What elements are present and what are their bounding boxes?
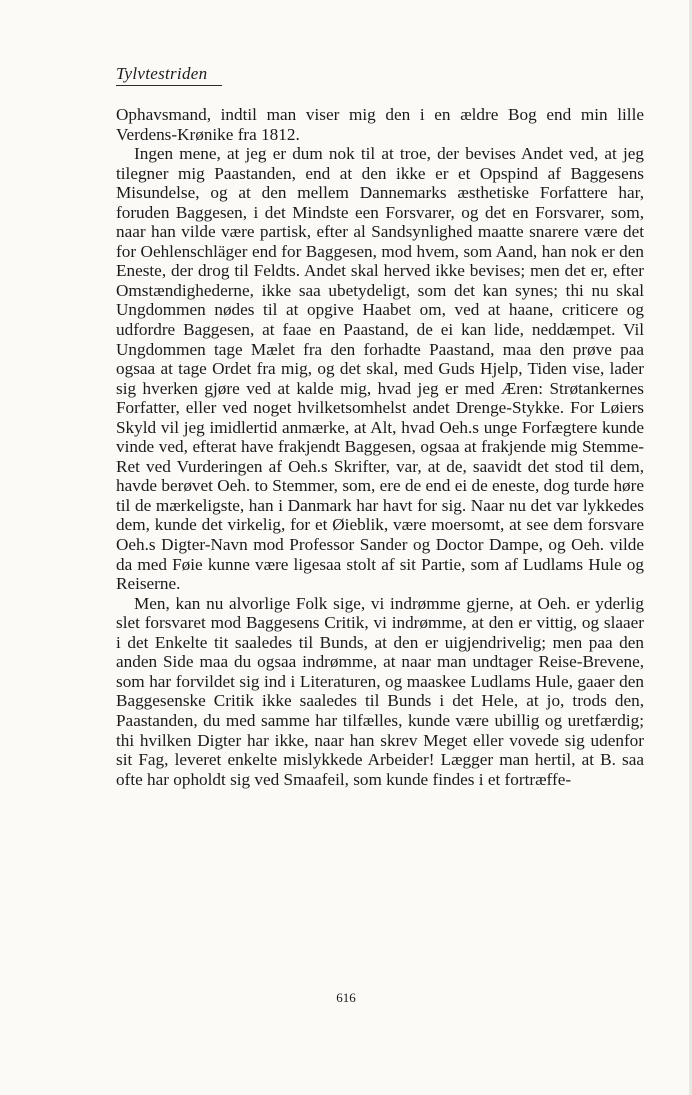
body-text (116, 105, 644, 789)
paragraph: Ingen mene, at jeg er dum nok til at troe, der bevises Andet ved, at jeg tilegner mig Paastanden, end at den ikke er et Opspind af Baggesens Misundelse, og at den mellem Dannemarks æsthetiske Forfattere har, foruden Baggesen, i det Mindste een Forsvarer, og det en Forsvarer, som, naar han vilde være partisk, efter al Sandsynlighed maatte snarere være det for Oehlenschläger end for Baggesen, mod hvem, som Aand, han nok er den Eneste, der drog til Feldts. Andet skal herved ikke bevises; men det er, efter Omstændighederne, ikke saa ubetydeligt, som det kan synes; thi nu skal Ungdommen nødes til at opgive Haabet om, ved at haane, criticere og udfordre Baggesen, at faae en Paastand, de ei kan lide, neddæmpet. Vil Ungdommen tage Mælet fra den forhadte Paastand, maa den prøve paa ogsaa at tage Ordet fra mig, og det skal, med Guds Hjelp, Tiden vise, lader sig hverken gjøre ved at kalde mig, hvad jeg er med Æren: Strøtankernes Forfatter, eller ved noget hvilketsomhelst andet Drenge-Stykke. For Løiers Skyld vil jeg imidlertid anmærke, at Alt, hvad Oeh.s unge Forfægtere kunde vinde ved, efterat have frakjendt Baggesen, ogsaa at frakjende mig Stemme-Ret ved Vurderingen af Oeh.s Skrifter, var, at de, saavidt det stod til dem, havde berøvet Oeh. to Stemmer, som, ere de end ei de eneste, dog turde høre til de mærkeligste, han i Danmark har havt for sig. Naar nu det var lykkedes dem, kunde det virkelig, for et Øieblik, være moersomt, at see dem forsvare Oeh.s Digter-Navn mod Professor Sander og Doctor Dampe, og Oeh. vilde da med Føie kunne være ligesaa stolt af sit Partie, som af Ludlams Hule og Reiserne. (116, 144, 644, 594)
header-rule (116, 85, 222, 86)
paragraph-continuation: Ophavsmand, indtil man viser mig den i en ældre Bog end min lille Verdens-Krønike fra 1812. (116, 105, 644, 144)
running-head: Tylvtestriden (116, 64, 208, 83)
paragraph: Men, kan nu alvorlige Folk sige, vi indrømme gjerne, at Oeh. er yderlig slet forsvaret mod Baggesens Critik, vi indrømme, at den er vittig, og slaaer i det Enkelte tit saaledes til Bunds, at den er uigjendrivelig; men paa den anden Side maa du ogsaa indrømme, at naar man undtager Reise-Brevene, som har forvildet sig ind i Literaturen, og maaskee Ludlams Hule, gaaer den Baggesenske Critik ikke saaledes til Bunds i det Hele, at jo, trods den, Paastanden, du med samme har tilfælles, kunde være ubillig og uretfærdig; thi hvilken Digter har ikke, naar han skrev Meget eller vovede sig udenfor sit Fag, leveret enkelte mislykkede Arbeider! Lægger man hertil, at B. saa ofte har opholdt sig ved Smaafeil, som kunde findes i et fortræffe- (116, 593, 644, 789)
page-number: 616 (336, 990, 356, 1005)
